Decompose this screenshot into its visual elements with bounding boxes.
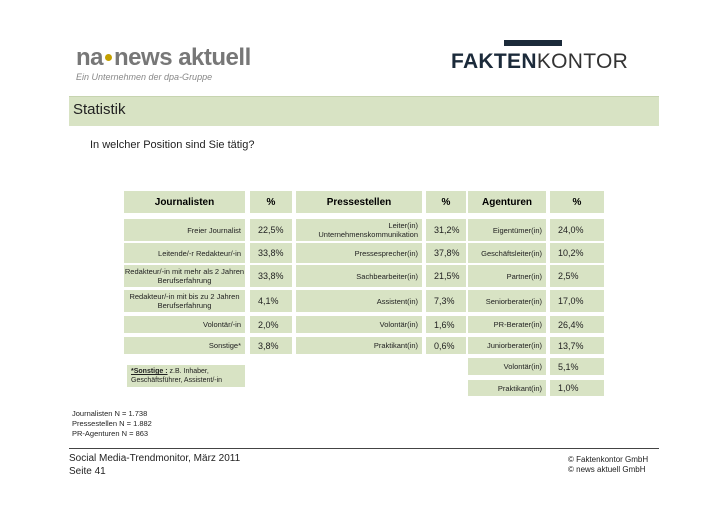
footnote-label: *Sonstige : [131,368,168,375]
sample-size-line: Journalisten N = 1.738 [72,409,148,418]
journalisten-label: Leitende/-r Redakteur/-in [124,243,245,263]
pressestellen-label: Praktikant(in) [296,337,422,354]
header-agenturen: Agenturen [468,191,546,213]
header-pct-agenturen: % [550,191,604,213]
copyright-news-aktuell: © news aktuell GmbH [568,465,646,474]
header-journalisten: Journalisten [124,191,245,213]
copyright-faktenkontor: © Faktenkontor GmbH [568,455,649,464]
journalisten-label: Redakteur/-in mit bis zu 2 Jahren Berufserfahrung [124,290,245,312]
pressestellen-pct: 21,5% [426,265,466,287]
agenturen-pct: 17,0% [550,290,604,312]
agenturen-label: Juniorberater(in) [468,337,546,354]
agenturen-pct: 26,4% [550,316,604,333]
faktenkontor-logo-bar [504,40,562,46]
sample-size-line: Pressestellen N = 1.882 [72,419,152,428]
logo-fakten: FAKTEN [451,50,537,73]
agenturen-pct: 1,0% [550,380,604,396]
news-aktuell-logo-subtitle: Ein Unternehmen der dpa-Gruppe [76,72,213,82]
agenturen-pct: 2,5% [550,265,604,287]
journalisten-label: Sonstige* [124,337,245,354]
survey-question: In welcher Position sind Sie tätig? [90,139,255,151]
logo-na-part: na [76,44,104,71]
journalisten-label: Redakteur/-in mit mehr als 2 Jahren Berufserfahrung [124,267,245,285]
logo-dot-icon [105,54,112,61]
pressestellen-pct: 1,6% [426,316,466,333]
agenturen-label: Seniorberater(in) [468,290,546,312]
pressestellen-pct: 7,3% [426,290,466,312]
journalisten-pct: 3,8% [250,337,292,354]
journalisten-pct: 33,8% [250,265,292,287]
footnote-text: z.B. Inhaber, Geschäftsführer, Assistent/-in [131,368,223,384]
agenturen-label: PR-Berater(in) [468,316,546,333]
agenturen-label: Partner(in) [468,265,546,287]
agenturen-pct: 24,0% [550,219,604,241]
pressestellen-label: Leiter(in) Unternehmenskommunikation [296,219,422,241]
agenturen-label: Geschäftsleiter(in) [468,243,546,263]
pressestellen-pct: 31,2% [426,219,466,241]
footer-page-number: Seite 41 [69,466,106,477]
sample-sizes [72,409,152,439]
footer-left [69,452,240,478]
pressestellen-label: Pressesprecher(in) [296,243,422,263]
logo-kontor: KONTOR [536,50,629,73]
journalisten-pct: 4,1% [250,290,292,312]
pressestellen-label: Assistent(in) [296,290,422,312]
agenturen-pct: 13,7% [550,337,604,354]
header-pressestellen: Pressestellen [296,191,422,213]
header-pct-pressestellen: % [426,191,466,213]
section-title: Statistik [73,101,126,118]
footer-divider [69,448,659,449]
logo-news-aktuell-part: news aktuell [114,44,251,71]
pressestellen-pct: 37,8% [426,243,466,263]
faktenkontor-logo-text [451,50,628,74]
agenturen-label: Volontär(in) [468,358,546,375]
pressestellen-label: Volontär(in) [296,316,422,333]
pressestellen-label: Sachbearbeiter(in) [296,265,422,287]
journalisten-pct: 22,5% [250,219,292,241]
footer-copyright [568,455,648,475]
journalisten-pct: 33,8% [250,243,292,263]
footer-source: Social Media-Trendmonitor, März 2011 [69,453,241,464]
pressestellen-pct: 0,6% [426,337,466,354]
news-aktuell-logo [70,44,251,84]
faktenkontor-logo [451,40,647,80]
sample-size-line: PR-Agenturen N = 863 [72,429,149,438]
agenturen-pct: 5,1% [550,358,604,375]
news-aktuell-logo-text [76,44,251,72]
sonstige-footnote [127,365,245,387]
agenturen-label: Praktikant(in) [468,380,546,396]
journalisten-pct: 2,0% [250,316,292,333]
journalisten-label: Freier Journalist [124,219,245,241]
section-title-band [69,96,659,126]
agenturen-pct: 10,2% [550,243,604,263]
agenturen-label: Eigentümer(in) [468,219,546,241]
header-pct-journalisten: % [250,191,292,213]
journalisten-label: Volontär/-in [124,316,245,333]
